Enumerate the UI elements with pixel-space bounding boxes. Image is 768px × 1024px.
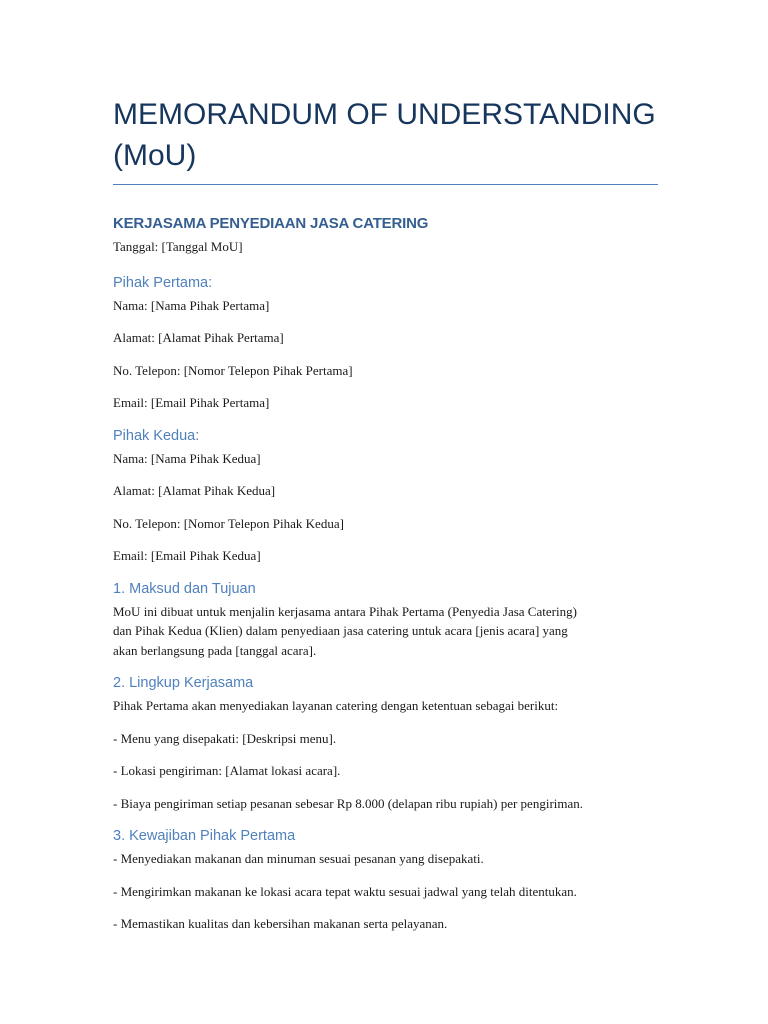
section-1-heading: 1. Maksud dan Tujuan bbox=[113, 580, 256, 597]
pihak-pertama-nama: Nama: [Nama Pihak Pertama] bbox=[113, 297, 270, 313]
document-subtitle: KERJASAMA PENYEDIAAN JASA CATERING bbox=[113, 215, 429, 232]
section-2-item-2: - Lokasi pengiriman: [Alamat lokasi acara]. bbox=[113, 763, 341, 778]
section-1-line-3: akan berlangsung pada [tanggal acara]. bbox=[113, 642, 317, 658]
date-line: Tanggal: [Tanggal MoU] bbox=[113, 239, 243, 254]
pihak-pertama-email: Email: [Email Pihak Pertama] bbox=[113, 395, 270, 410]
section-2-intro: Pihak Pertama akan menyediakan layanan catering dengan ketentuan sebagai berikut: bbox=[113, 698, 559, 713]
title-line-2: (MoU) bbox=[113, 139, 197, 172]
pihak-kedua-telepon: No. Telepon: [Nomor Telepon Pihak Kedua] bbox=[113, 515, 344, 531]
section-2-heading: 2. Lingkup Kerjasama bbox=[113, 675, 254, 691]
section-2-item-3: - Biaya pengiriman setiap pesanan sebesar Rp 8.000 (delapan ribu rupiah) per pengiriman. bbox=[113, 795, 584, 811]
section-3-item-2: - Mengirimkan makanan ke lokasi acara tepat waktu sesuai jadwal yang telah ditentukan. bbox=[113, 883, 577, 899]
section-1-line-1: MoU ini dibuat untuk menjalin kerjasama antara Pihak Pertama (Penyedia Jasa Catering) bbox=[113, 603, 577, 619]
pihak-pertama-heading: Pihak Pertama: bbox=[113, 274, 213, 291]
section-3-item-3: - Memastikan kualitas dan kebersihan makanan serta pelayanan. bbox=[113, 916, 448, 931]
pihak-kedua-heading: Pihak Kedua: bbox=[113, 427, 200, 444]
title-line-1: MEMORANDUM OF UNDERSTANDING bbox=[113, 98, 656, 131]
section-1-paragraph bbox=[113, 602, 658, 661]
section-1-line-2: dan Pihak Kedua (Klien) dalam penyediaan jasa catering untuk acara [jenis acara] yang bbox=[113, 623, 568, 638]
section-3-item-1: - Menyediakan makanan dan minuman sesuai pesanan yang disepakati. bbox=[113, 851, 484, 866]
pihak-kedua-alamat: Alamat: [Alamat Pihak Kedua] bbox=[113, 483, 276, 498]
document-title bbox=[113, 94, 658, 185]
section-2-item-1: - Menu yang disepakati: [Deskripsi menu]. bbox=[113, 730, 337, 746]
pihak-kedua-email: Email: [Email Pihak Kedua] bbox=[113, 548, 261, 563]
section-3-heading: 3. Kewajiban Pihak Pertama bbox=[113, 828, 296, 844]
pihak-kedua-nama: Nama: [Nama Pihak Kedua] bbox=[113, 450, 261, 466]
pihak-pertama-telepon: No. Telepon: [Nomor Telepon Pihak Pertama] bbox=[113, 362, 353, 378]
document-page bbox=[113, 94, 658, 934]
pihak-pertama-alamat: Alamat: [Alamat Pihak Pertama] bbox=[113, 330, 284, 345]
